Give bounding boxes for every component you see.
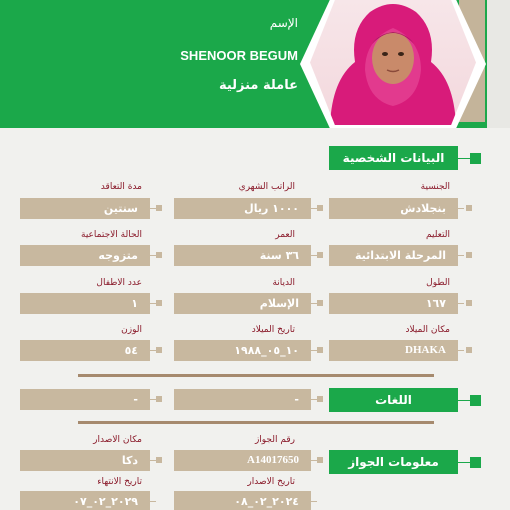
field-bullet [317, 252, 323, 258]
field-label-passport-no: رقم الجواز [254, 435, 295, 445]
field-label-issue-place: مكان الاصدار [93, 435, 142, 445]
field-religion: الإسلام [174, 293, 311, 314]
field-birthplace: DHAKA [329, 340, 458, 361]
language-1: - [174, 389, 311, 410]
field-bullet [317, 347, 323, 353]
header-edge-strip [487, 0, 510, 128]
field-label-contract: مدة التعاقد [100, 182, 142, 192]
field-connector [458, 255, 464, 256]
field-label-nationality: الجنسية [420, 182, 450, 192]
field-bullet [317, 396, 323, 402]
profile-photo [310, 0, 476, 125]
field-bullet [466, 347, 472, 353]
field-label-education: التعليم [426, 230, 450, 240]
field-label-weight: الوزن [121, 325, 142, 335]
field-passport-no: A14017650 [174, 450, 311, 471]
field-bullet [156, 457, 162, 463]
section-title-languages: اللغات [329, 388, 458, 412]
field-connector [311, 501, 317, 502]
field-bullet [466, 252, 472, 258]
field-bullet [466, 300, 472, 306]
field-label-age: العمر [275, 230, 295, 240]
person-avatar-icon [310, 0, 476, 125]
section-title-personal: البيانات الشخصية [329, 146, 458, 170]
field-education: المرحلة الابتدائية [329, 245, 458, 266]
field-age: ٣٦ سنة [174, 245, 311, 266]
field-connector [458, 303, 464, 304]
field-bullet [317, 300, 323, 306]
field-birthdate: ١٠_٠٥_١٩٨٨ [174, 340, 311, 361]
field-label-religion: الديانة [272, 278, 295, 288]
section-divider [78, 374, 434, 377]
field-label-height: الطول [426, 278, 450, 288]
field-issue-date: ٢٠٢٤_٠٢_٠٨ [174, 491, 311, 510]
section-divider [78, 421, 434, 424]
field-label-birthdate: تاريخ الميلاد [251, 325, 295, 335]
field-bullet [156, 396, 162, 402]
field-bullet [466, 205, 472, 211]
field-marital: متزوجه [20, 245, 150, 266]
field-height: ١٦٧ [329, 293, 458, 314]
field-label-expiry-date: تاريخ الانتهاء [97, 477, 142, 487]
field-issue-place: دكا [20, 450, 150, 471]
field-label-salary: الراتب الشهري [238, 182, 295, 192]
field-bullet [317, 205, 323, 211]
field-weight: ٥٤ [20, 340, 150, 361]
section-bullet [470, 153, 481, 164]
field-label-issue-date: تاريخ الاصدار [247, 477, 295, 487]
field-connector [458, 350, 464, 351]
candidate-name: SHENOOR BEGUM [180, 48, 298, 63]
field-label-marital: الحالة الاجتماعية [81, 230, 142, 240]
field-connector [150, 501, 156, 502]
field-bullet [156, 347, 162, 353]
section-bullet [470, 457, 481, 468]
occupation: عاملة منزلية [218, 78, 298, 93]
field-contract: سنتين [20, 198, 150, 219]
section-bullet [470, 395, 481, 406]
field-bullet [156, 300, 162, 306]
name-label: الإسم [269, 16, 298, 30]
section-title-passport: معلومات الجواز [329, 450, 458, 474]
language-2: - [20, 389, 150, 410]
field-bullet [156, 205, 162, 211]
field-salary: ١٠٠٠ ريال [174, 198, 311, 219]
field-children: ١ [20, 293, 150, 314]
field-label-birthplace: مكان الميلاد [405, 325, 450, 335]
field-nationality: بنجلادش [329, 198, 458, 219]
field-bullet [156, 252, 162, 258]
field-connector [458, 208, 464, 209]
field-label-children: عدد الاطفال [96, 278, 142, 288]
field-bullet [317, 457, 323, 463]
field-expiry-date: ٢٠٢٩_٠٢_٠٧ [20, 491, 150, 510]
